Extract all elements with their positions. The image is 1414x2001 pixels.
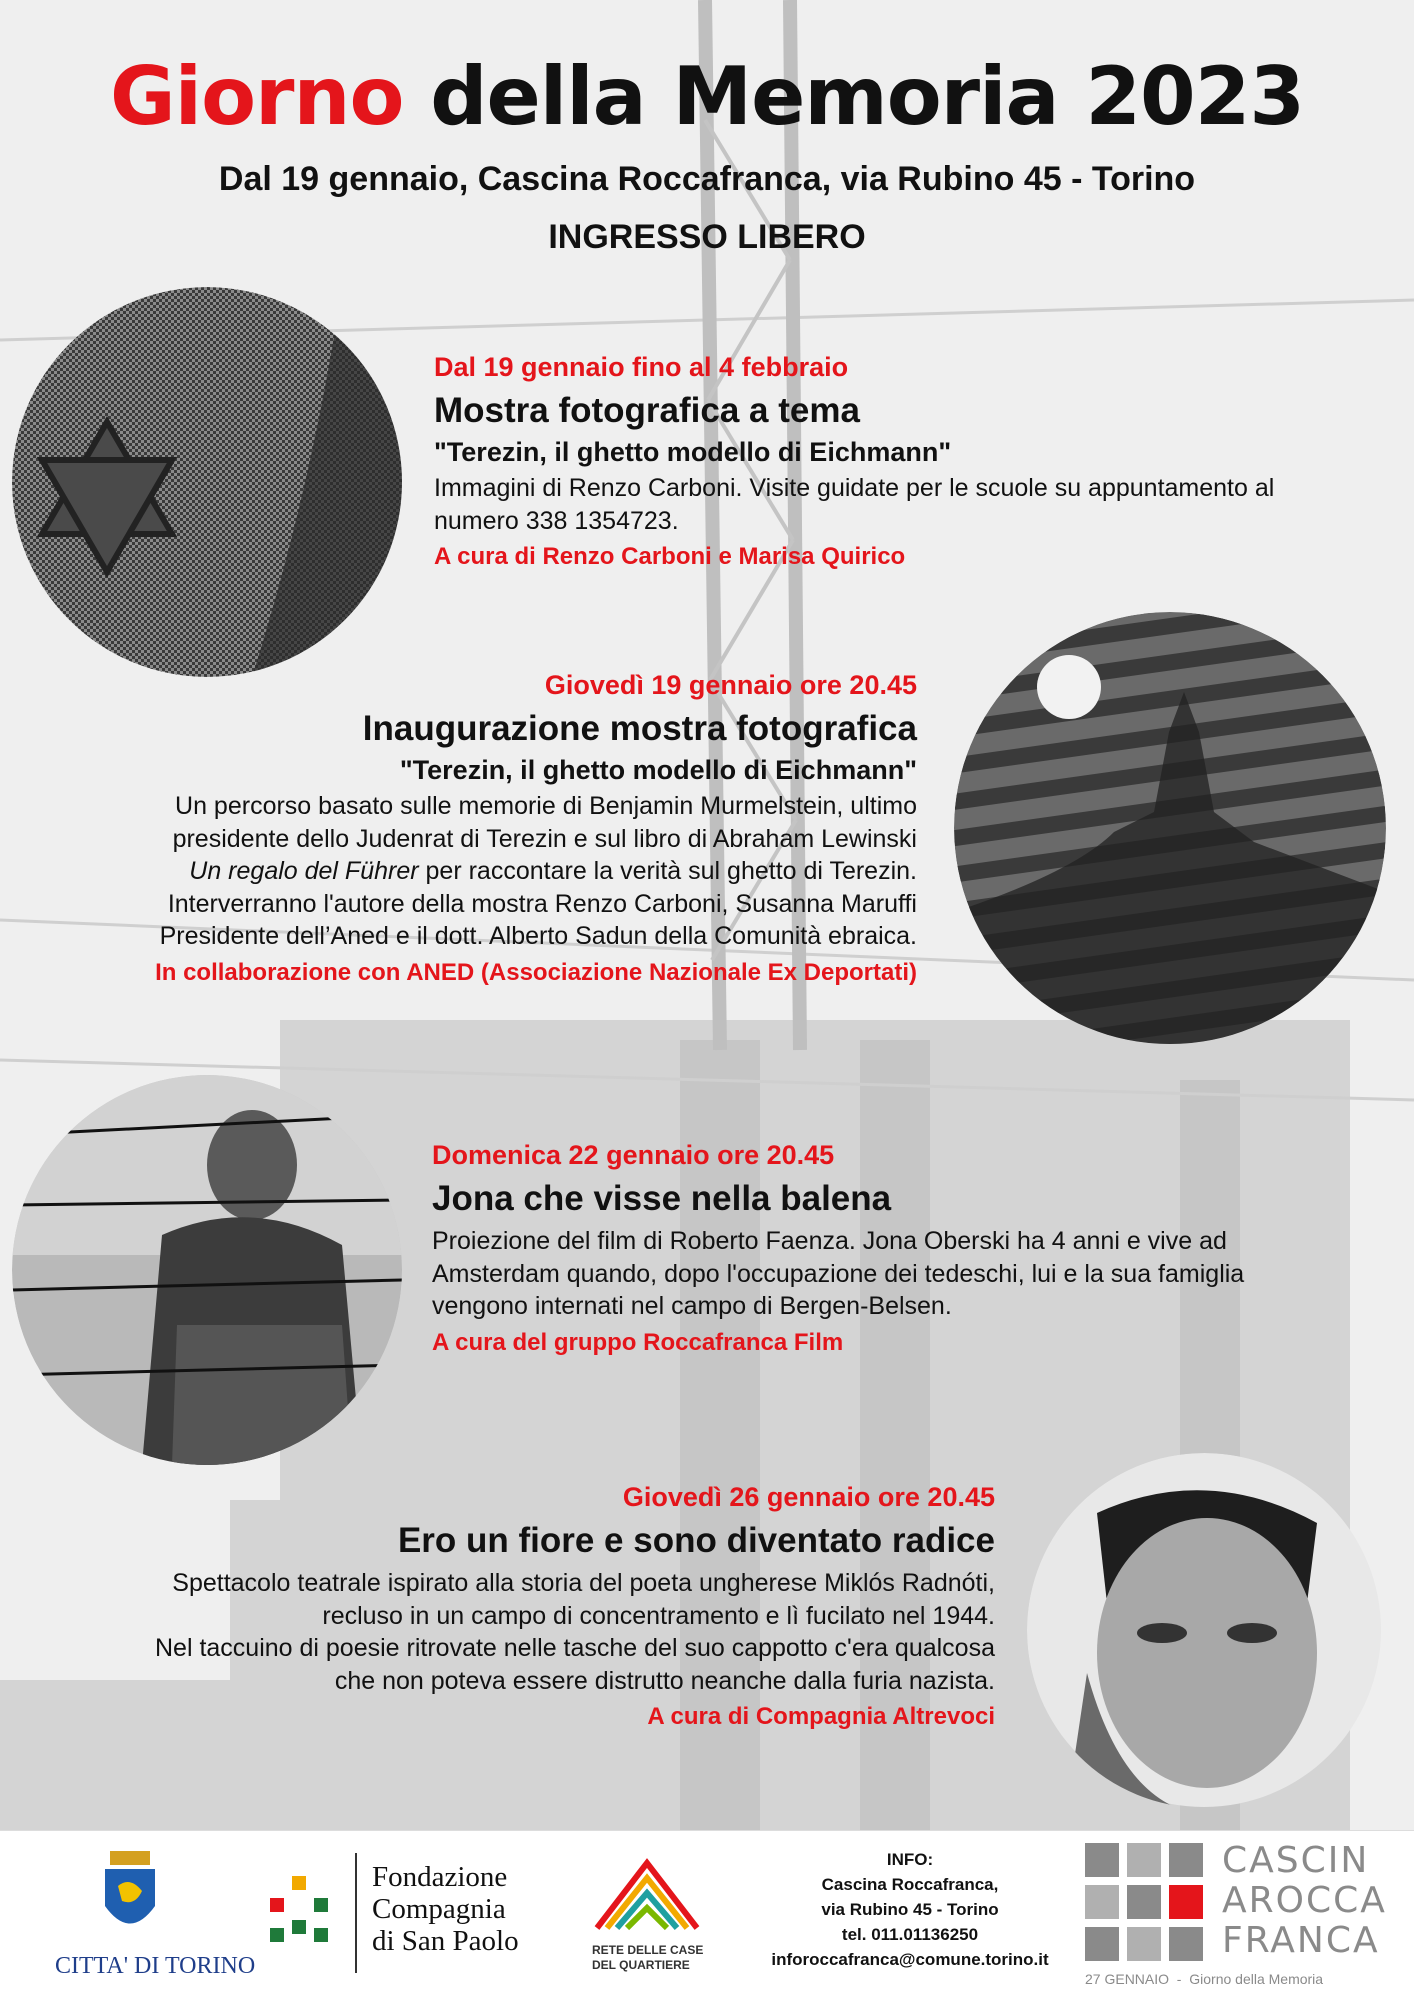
event-title: Mostra fotografica a tema xyxy=(434,391,860,430)
event-date: Giovedì 26 gennaio ore 20.45 xyxy=(622,1482,995,1512)
event-description-line: vengono internati nel campo di Bergen-Belsen. xyxy=(432,1292,952,1320)
event-description-line: Immagini di Renzo Carboni. Visite guidate per le scuole su appuntamento al xyxy=(434,474,1275,502)
photo-yellow-star xyxy=(12,287,402,677)
event-date: Giovedì 19 gennaio ore 20.45 xyxy=(544,670,917,700)
event-description-line xyxy=(40,855,917,888)
cascina-roccafranca-logo-text xyxy=(1222,1841,1387,1961)
event-description-line: Proiezione del film di Roberto Faenza. Jona Oberski ha 4 anni e vive ad xyxy=(432,1227,1227,1255)
logo-line: FRANCA xyxy=(1222,1920,1380,1961)
info-label: INFO: xyxy=(886,1850,934,1869)
event-description-line: Amsterdam quando, dopo l'occupazione dei tedeschi, lui e la sua famiglia xyxy=(432,1259,1245,1288)
event-3 xyxy=(432,1140,1332,1357)
title-highlight: Giorno xyxy=(109,50,404,143)
description-text: per raccontare la verità sul ghetto di Terezin. xyxy=(418,857,917,885)
torino-logo-text: CITTA' DI TORINO xyxy=(55,1953,256,1979)
torino-coat-of-arms-icon xyxy=(100,1851,160,1941)
event-date: Dal 19 gennaio fino al 4 febbraio xyxy=(434,352,849,382)
logo-line: DEL QUARTIERE xyxy=(592,1958,690,1972)
event-credit: A cura di Compagnia Altrevoci xyxy=(647,1703,995,1730)
event-description-line: presidente dello Judenrat di Terezin e sul libro di Abraham Lewinski xyxy=(172,824,917,853)
footer xyxy=(0,1830,1414,2001)
book-title: Un regalo del Führer xyxy=(189,857,419,885)
event-description-line: numero 338 1354723. xyxy=(434,506,679,535)
event-2 xyxy=(40,670,917,987)
event-description-line: Interverranno l'autore della mostra Renzo Carboni, Susanna Maruffi xyxy=(167,889,917,918)
event-subtitle: "Terezin, il ghetto modello di Eichmann" xyxy=(399,755,917,785)
event-title: Ero un fiore e sono diventato radice xyxy=(397,1521,995,1560)
fondazione-logo-icon xyxy=(270,1876,336,1942)
event-subtitle: "Terezin, il ghetto modello di Eichmann" xyxy=(434,437,952,467)
photo-child-barbed-wire xyxy=(12,1075,402,1465)
rete-case-logo-text xyxy=(592,1943,703,1973)
event-description-line: Nel taccuino di poesie ritrovate nelle tasche del suo cappotto c'era qualcosa xyxy=(154,1634,995,1662)
info-line: via Rubino 45 - Torino xyxy=(821,1900,999,1919)
event-credit: A cura del gruppo Roccafranca Film xyxy=(432,1328,844,1356)
logo-line: CASCIN xyxy=(1222,1840,1370,1881)
info-line: Cascina Roccafranca, xyxy=(821,1875,999,1894)
event-credit: In collaborazione con ANED (Associazione Nazionale Ex Deportati) xyxy=(155,958,917,986)
logo-line: Fondazione xyxy=(372,1861,508,1893)
cascina-tagline: 27 GENNAIO - Giorno della Memoria xyxy=(1085,1971,1324,1987)
event-1 xyxy=(434,352,1334,571)
event-description-line: Spettacolo teatrale ispirato alla storia del poeta ungherese Miklós Radnóti, xyxy=(172,1569,995,1597)
event-credit: A cura di Renzo Carboni e Marisa Quirico xyxy=(434,543,906,570)
page-title xyxy=(0,50,1414,143)
page-subtitle: Dal 19 gennaio, Cascina Roccafranca, via Rubino 45 - Torino xyxy=(218,160,1196,198)
logo-line: RETE DELLE CASE xyxy=(592,1943,704,1957)
cascina-roccafranca-logo-icon xyxy=(1085,1843,1203,1961)
photo-church xyxy=(954,612,1386,1044)
event-description-line: che non poteva essere distrutto neanche dalla furia nazista. xyxy=(334,1666,995,1695)
info-line: tel. 011.01136250 xyxy=(841,1925,979,1944)
logo-line: Compagnia xyxy=(372,1893,506,1925)
event-title: Inaugurazione mostra fotografica xyxy=(362,709,917,748)
photo-poet-portrait xyxy=(1027,1453,1382,1808)
event-description-line: Presidente dell’Aned e il dott. Alberto Sadun della Comunità ebraica. xyxy=(159,922,917,950)
event-date: Domenica 22 gennaio ore 20.45 xyxy=(432,1140,835,1170)
entry-note: INGRESSO LIBERO xyxy=(548,218,866,256)
event-description-line: recluso in un campo di concentramento e lì fucilato nel 1944. xyxy=(322,1601,995,1630)
fondazione-logo-text xyxy=(372,1861,519,1957)
divider xyxy=(355,1853,357,1973)
info-email[interactable]: inforoccafranca@comune.torino.it xyxy=(771,1950,1049,1969)
logo-line: di San Paolo xyxy=(372,1925,519,1957)
logo-line: AROCCA xyxy=(1222,1880,1387,1921)
event-description-line: Un percorso basato sulle memorie di Benjamin Murmelstein, ultimo xyxy=(175,792,917,820)
event-title: Jona che visse nella balena xyxy=(432,1179,892,1218)
event-4 xyxy=(40,1482,995,1731)
rete-case-logo-icon xyxy=(592,1853,702,1933)
title-rest: della Memoria 2023 xyxy=(403,50,1305,143)
info-block xyxy=(740,1847,1080,1972)
